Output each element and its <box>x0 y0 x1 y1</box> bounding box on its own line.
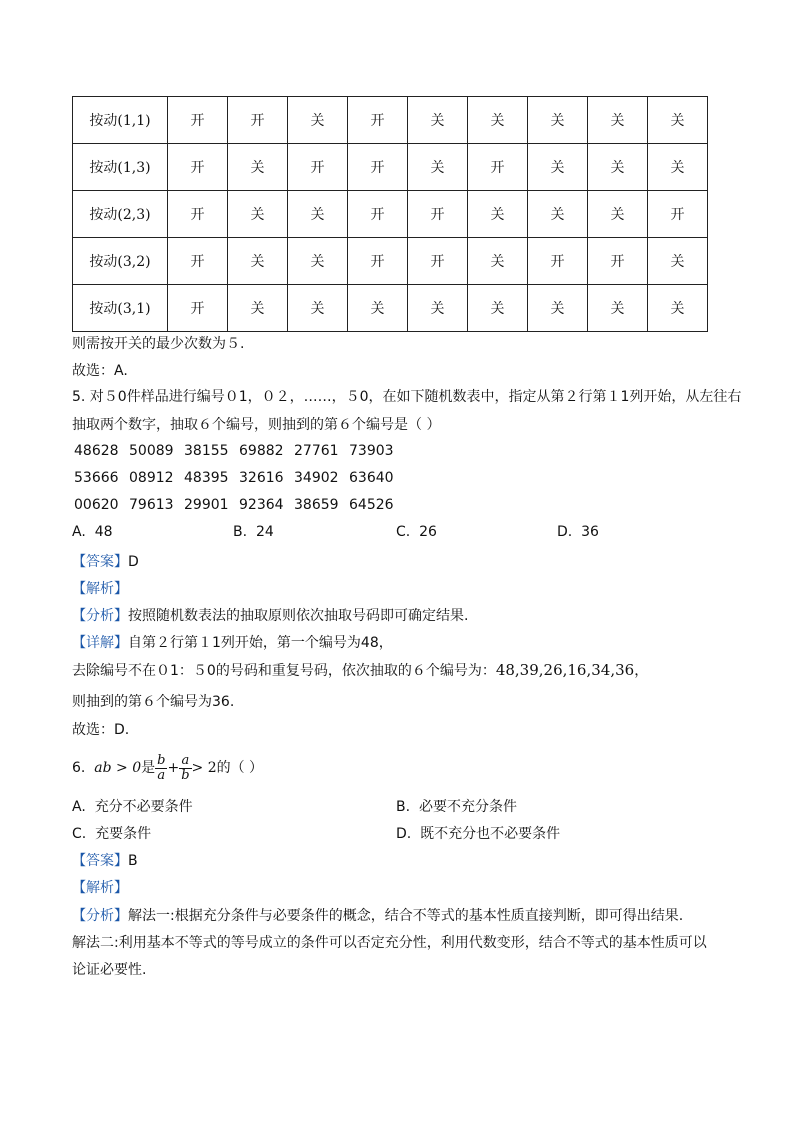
prev-conclusion: 则需按开关的最少次数为５. <box>72 336 245 352</box>
table-row <box>73 144 708 191</box>
random-number: 69882 <box>239 443 284 459</box>
switch-state-cell: 开 <box>168 97 228 144</box>
random-number: 79613 <box>129 497 174 513</box>
q6-analysis-tag: 【解析】 <box>72 880 128 896</box>
switch-state-cell: 开 <box>348 97 408 144</box>
switch-state-cell: 关 <box>228 191 288 238</box>
switch-state-cell: 开 <box>348 238 408 285</box>
random-number: 63640 <box>349 470 394 486</box>
random-row-3 <box>74 497 404 513</box>
switch-state-cell: 关 <box>648 238 708 285</box>
random-number: 53666 <box>74 470 119 486</box>
table-row <box>73 238 708 285</box>
prev-choice: 故选：A. <box>72 363 128 379</box>
q5-fenxi: 【分析】按照随机数表法的抽取原则依次抽取号码即可确定结果. <box>72 608 469 624</box>
switch-state-cell: 关 <box>468 285 528 332</box>
random-number: 32616 <box>239 470 284 486</box>
row-header: 按动(1,3) <box>73 144 168 191</box>
random-number: 50089 <box>129 443 174 459</box>
switch-state-cell: 关 <box>288 191 348 238</box>
switch-state-cell: 开 <box>168 285 228 332</box>
q5-option-d: D. 36 <box>557 524 599 540</box>
q6-option-d: D. 既不充分也不必要条件 <box>396 826 561 842</box>
q6-option-a: A. 充分不必要条件 <box>72 799 193 815</box>
switch-state-cell: 开 <box>588 238 648 285</box>
q5-option-b: B. 24 <box>233 524 274 540</box>
switch-state-cell: 开 <box>348 191 408 238</box>
switch-state-cell: 关 <box>648 144 708 191</box>
random-row-2 <box>74 470 404 486</box>
switch-state-cell: 开 <box>228 97 288 144</box>
switch-state-cell: 关 <box>528 285 588 332</box>
switch-state-cell: 关 <box>408 285 468 332</box>
q5-detail-3: 则抽到的第６个编号为36. <box>72 694 235 710</box>
switch-state-cell: 关 <box>348 285 408 332</box>
switch-state-cell: 关 <box>588 144 648 191</box>
switch-state-cell: 关 <box>288 238 348 285</box>
switch-state-cell: 关 <box>648 285 708 332</box>
random-number: 08912 <box>129 470 174 486</box>
switch-state-cell: 开 <box>168 191 228 238</box>
switch-state-cell: 关 <box>648 97 708 144</box>
random-number: 48395 <box>184 470 229 486</box>
q6-fenxi: 【分析】解法一:根据充分条件与必要条件的概念，结合不等式的基本性质直接判断，即可得出结果. <box>72 908 684 924</box>
q6-stem: 6. ab > 0是 $\frac{b}{a}$ + $\frac{a}{b}$ > 2的（ ） <box>72 752 264 783</box>
random-number: 92364 <box>239 497 284 513</box>
row-header: 按动(1,1) <box>73 97 168 144</box>
q5-detail: 【详解】自第２行第１1列开始，第一个编号为48， <box>72 635 393 651</box>
random-number: 29901 <box>184 497 229 513</box>
table-row <box>73 285 708 332</box>
q5-detail-2: 去除编号不在０1：５0的号码和重复号码，依次抽取的６个编号为：48,39,26,16,34,36， <box>72 661 649 679</box>
random-row-1 <box>74 443 404 459</box>
q5-stem-line2: 抽取两个数字，抽取６个编号，则抽到的第６个编号是（ ） <box>72 417 441 433</box>
switch-state-cell: 关 <box>588 191 648 238</box>
switch-state-cell: 关 <box>468 238 528 285</box>
switch-state-cell: 开 <box>348 144 408 191</box>
switch-state-cell: 关 <box>408 144 468 191</box>
row-header: 按动(3,1) <box>73 285 168 332</box>
switch-state-cell: 关 <box>528 97 588 144</box>
switch-state-cell: 开 <box>648 191 708 238</box>
switch-state-cell: 关 <box>288 97 348 144</box>
random-number: 48628 <box>74 443 119 459</box>
switch-state-cell: 关 <box>528 144 588 191</box>
switch-state-table <box>72 96 708 332</box>
switch-state-cell: 开 <box>168 144 228 191</box>
switch-state-cell: 关 <box>588 285 648 332</box>
q6-option-b: B. 必要不充分条件 <box>396 799 517 815</box>
q5-option-c: C. 26 <box>396 524 437 540</box>
switch-state-cell: 开 <box>468 144 528 191</box>
fraction-b-over-a: $\frac{b}{a}$ <box>157 752 166 783</box>
switch-state-cell: 关 <box>228 144 288 191</box>
q6-fenxi-3: 论证必要性. <box>72 962 147 978</box>
q5-choice: 故选：D. <box>72 722 130 738</box>
random-number: 00620 <box>74 497 119 513</box>
switch-state-cell: 关 <box>528 191 588 238</box>
switch-state-cell: 关 <box>408 97 468 144</box>
q6-answer: 【答案】B <box>72 853 138 869</box>
q5-stem-line1: 5. 对５0件样品进行编号０1，０２，……，５0，在如下随机数表中，指定从第２行第１1列开始，从左往右 <box>72 389 742 405</box>
switch-state-cell: 关 <box>228 285 288 332</box>
row-header: 按动(3,2) <box>73 238 168 285</box>
switch-state-cell: 开 <box>528 238 588 285</box>
q5-answer: 【答案】D <box>72 554 139 570</box>
switch-state-cell: 开 <box>408 238 468 285</box>
switch-state-cell: 关 <box>228 238 288 285</box>
fraction-a-over-b: $\frac{a}{b}$ <box>181 752 190 783</box>
random-number: 27761 <box>294 443 339 459</box>
q5-analysis-tag: 【解析】 <box>72 581 128 597</box>
random-number: 73903 <box>349 443 394 459</box>
random-number: 64526 <box>349 497 394 513</box>
q5-option-a: A. 48 <box>72 524 113 540</box>
switch-state-cell: 开 <box>408 191 468 238</box>
switch-state-cell: 关 <box>468 191 528 238</box>
random-number: 38155 <box>184 443 229 459</box>
switch-state-cell: 开 <box>168 238 228 285</box>
q6-fenxi-2: 解法二:利用基本不等式的等号成立的条件可以否定充分性，利用代数变形，结合不等式的基本性质可以 <box>72 935 707 951</box>
switch-state-cell: 开 <box>288 144 348 191</box>
table-row <box>73 97 708 144</box>
switch-state-cell: 关 <box>468 97 528 144</box>
random-number: 38659 <box>294 497 339 513</box>
row-header: 按动(2,3) <box>73 191 168 238</box>
q6-option-c: C. 充要条件 <box>72 826 152 842</box>
switch-state-cell: 关 <box>288 285 348 332</box>
switch-state-cell: 关 <box>588 97 648 144</box>
table-row <box>73 191 708 238</box>
random-number: 34902 <box>294 470 339 486</box>
